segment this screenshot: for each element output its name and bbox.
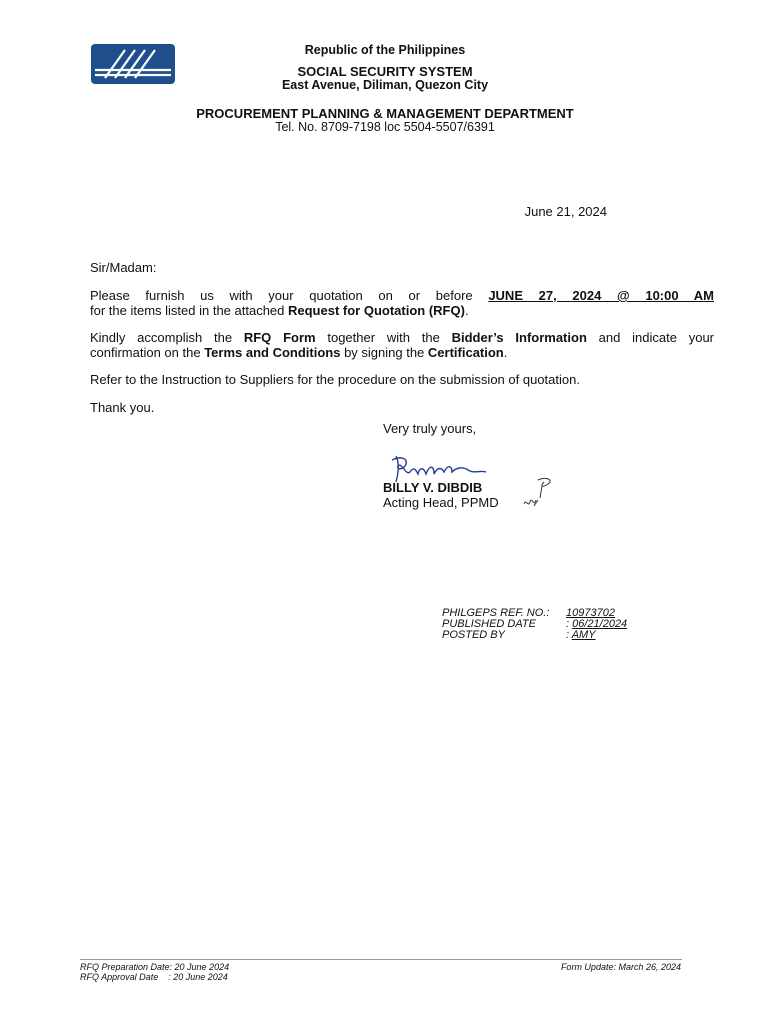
salutation: Sir/Madam: xyxy=(90,260,157,275)
rfq-form-ref: RFQ Form xyxy=(243,330,316,345)
p2-text-c: and indicate your xyxy=(586,330,715,345)
letter-date: June 21, 2024 xyxy=(524,204,607,219)
posted-by-row: POSTED BY : AMY xyxy=(442,629,596,641)
p2-text-b: together with the xyxy=(315,330,452,345)
department-name: PROCUREMENT PLANNING & MANAGEMENT DEPARTMENT xyxy=(196,106,574,121)
p1-text: Please furnish us with your quotation on or before xyxy=(90,288,489,303)
posted-value: AMY xyxy=(571,629,596,641)
paragraph-quotation xyxy=(90,288,714,318)
p2-text-e: by signing the xyxy=(340,345,428,360)
footer-divider xyxy=(80,959,682,960)
philgeps-value: 10973702 xyxy=(566,607,615,619)
paragraph-refer: Refer to the Instruction to Suppliers for the procedure on the submission of quotation. xyxy=(90,372,580,387)
republic-line: Republic of the Philippines xyxy=(304,43,466,57)
agency-address: East Avenue, Diliman, Quezon City xyxy=(281,78,489,92)
form-update-date: Form Update: March 26, 2024 xyxy=(560,962,681,972)
paragraph-instructions xyxy=(90,330,714,360)
terms-ref: Terms and Conditions xyxy=(204,345,341,360)
published-date-row: PUBLISHED DATE : 06/21/2024 xyxy=(442,618,628,630)
p2-text-d: confirmation on the xyxy=(90,345,205,360)
rfq-preparation-date: RFQ Preparation Date: 20 June 2024 xyxy=(80,962,230,972)
posted-label: POSTED BY xyxy=(442,629,505,641)
deadline: JUNE 27, 2024 @ 10:00 AM xyxy=(488,288,714,303)
signer-title: Acting Head, PPMD xyxy=(383,495,499,510)
p1-end: . xyxy=(464,303,469,318)
rfq-approval-date: RFQ Approval Date : 20 June 2024 xyxy=(80,972,228,982)
initials-icon xyxy=(520,474,560,514)
p2-text-a: Kindly accomplish the xyxy=(90,330,244,345)
published-label: PUBLISHED DATE xyxy=(442,618,536,630)
bidder-info-ref: Bidder’s Information xyxy=(451,330,587,345)
thank-you: Thank you. xyxy=(90,400,155,415)
agency-name: SOCIAL SECURITY SYSTEM xyxy=(297,64,473,79)
published-value: 06/21/2024 xyxy=(572,618,628,630)
p1-text-2: for the items listed in the attached xyxy=(90,303,288,318)
philgeps-label: PHILGEPS REF. NO.: xyxy=(442,607,550,619)
rfq-reference: Request for Quotation (RFQ) xyxy=(288,303,465,318)
signer-name: BILLY V. DIBDIB xyxy=(383,480,483,495)
closing: Very truly yours, xyxy=(383,421,477,436)
certification-ref: Certification xyxy=(427,345,504,360)
telephone-line: Tel. No. 8709-7198 loc 5504-5507/6391 xyxy=(275,120,495,134)
p2-end: . xyxy=(503,345,508,360)
